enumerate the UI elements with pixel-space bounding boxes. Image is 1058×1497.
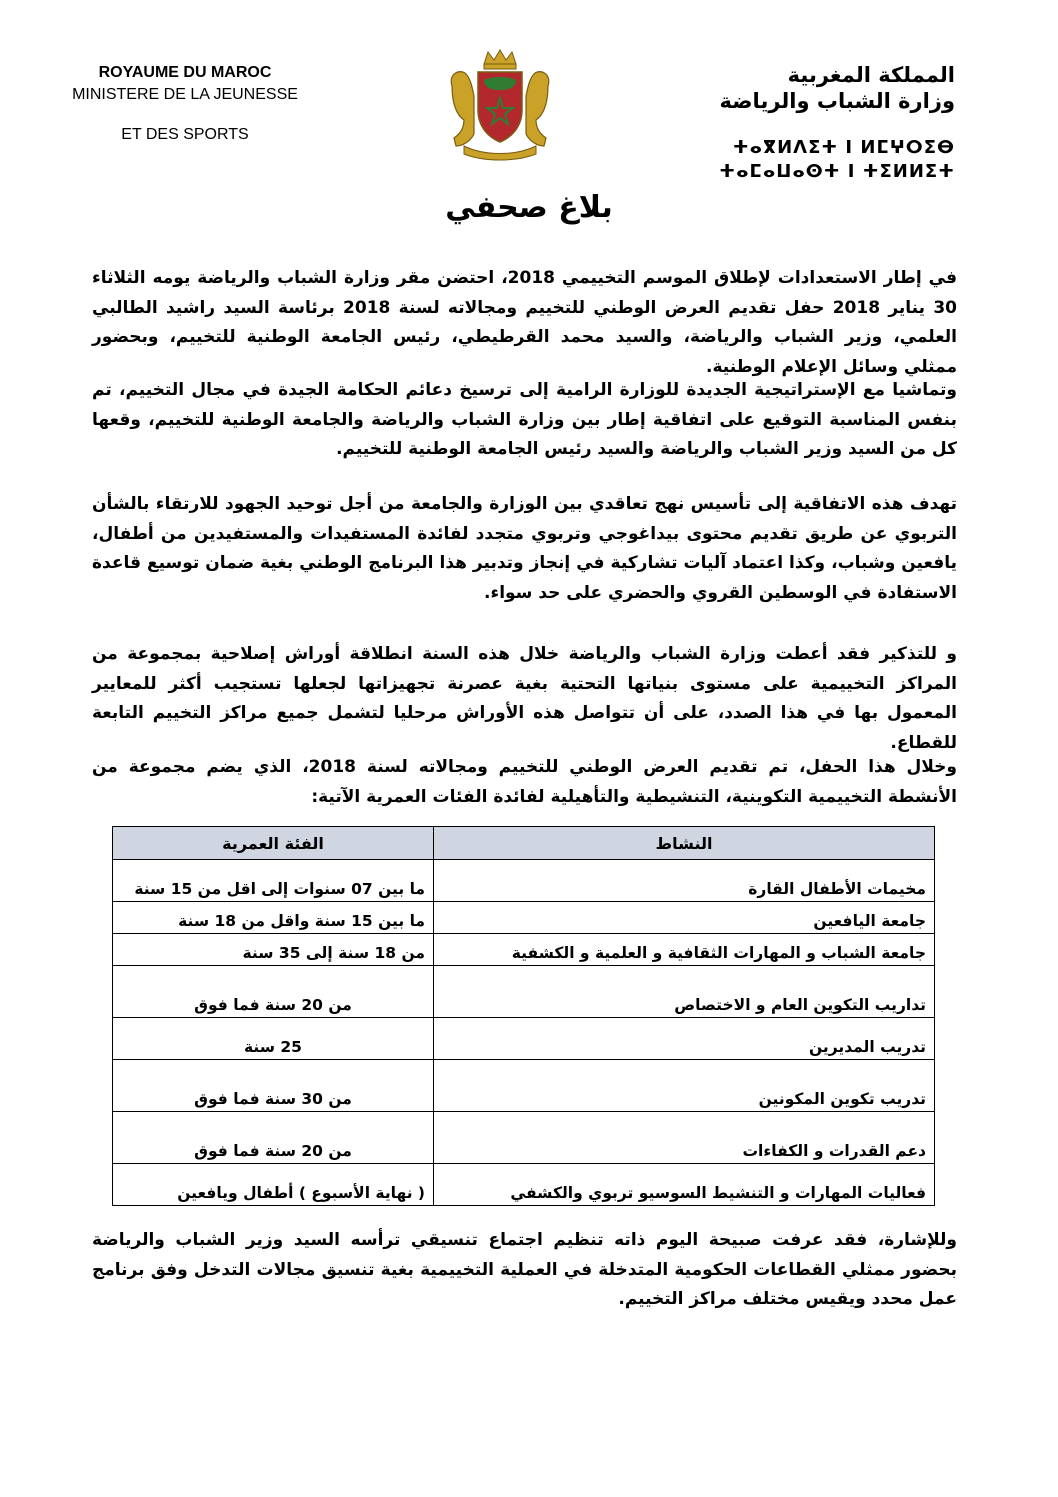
paragraph-6: وللإشارة، فقد عرفت صبيحة اليوم ذاته تنظيم اجتماع تنسيقي ترأسه السيد وزير الشباب والرياضة بحضور ممثلي القطاعات الحكومية المتدخلة في العملية التخييمية بغية تنسيق مجالات التدخل وفق برنامج عمل محدد ويقيس مختلف مراكز التخييم. [92, 1230, 957, 1309]
age-cell: من 20 سنة فما فوق [113, 1112, 434, 1164]
header-arabic-block [690, 62, 955, 184]
table-row [113, 902, 935, 934]
table-header-row [113, 827, 935, 860]
paragraph-4: و للتذكير فقد أعطت وزارة الشباب والرياضة خلال هذه السنة انطلاقة أوراش إصلاحية بمجموعة من المراكز التخييمية على مستوى بنياتها التحتية بغية عصرنة تجهيزاتها لجعلها تستجيب أكثر للمعايير المعمول بها في هذا الصدد، على أن تتواصل هذه الأوراش مرحليا لتشمل جميع مراكز التخييم التابعة للقطاع. [92, 644, 957, 753]
table-row [113, 860, 935, 902]
column-header-activity: النشاط [434, 827, 935, 860]
activity-cell: دعم القدرات و الكفاءات [434, 1112, 935, 1164]
activity-cell: مخيمات الأطفال القارة [434, 860, 935, 902]
age-cell: من 18 سنة إلى 35 سنة [113, 934, 434, 966]
kingdom-name-ar: المملكة المغربية [787, 63, 955, 87]
age-cell: ما بين 15 سنة واقل من 18 سنة [113, 902, 434, 934]
paragraph-2: وتماشيا مع الإستراتيجية الجديدة للوزارة الرامية إلى ترسيخ دعائم الحكامة الجيدة في مجال التخييم، تم بنفس المناسبة التوقيع على اتفاقية إطار بين وزارة الشباب والرياضة والجامعة الوطنية للتخييم، وقعها كل من السيد وزير الشباب والرياضة والسيد رئيس الجامعة الوطنية للتخييم. [92, 380, 957, 459]
paragraph-3: تهدف هذه الاتفاقية إلى تأسيس نهج تعاقدي بين الوزارة والجامعة من أجل توحيد الجهود للارتقاء بالشأن التربوي عن طريق تقديم محتوى بيداغوجي وتربوي متجدد لفائدة المستفيدات والمستفيدين من أطفال، يافعين وشباب، وكذا اعتماد آليات تشاركية في إنجاز وتدبير هذا البرنامج الوطني بغية ضمان توسيع قاعدة الاستفادة في الوسطين القروي والحضري على حد سواء. [92, 494, 957, 603]
page-title: بلاغ صحفي [445, 190, 613, 225]
ministry-name-fr-line2: ET DES SPORTS [121, 126, 249, 143]
activities-table [112, 826, 935, 1206]
table-row [113, 1164, 935, 1206]
activity-cell: تدريب المديرين [434, 1018, 935, 1060]
age-cell: ( نهاية الأسبوع ) أطفال ويافعين [113, 1164, 434, 1206]
table-row [113, 1112, 935, 1164]
column-header-age-group: الفئة العمرية [113, 827, 434, 860]
activity-cell: جامعة اليافعين [434, 902, 935, 934]
age-cell: من 20 سنة فما فوق [113, 966, 434, 1018]
header-french-block [70, 62, 300, 146]
ministry-name-fr-line1: MINISTERE DE LA JEUNESSE [72, 86, 298, 103]
activity-cell: تداريب التكوين العام و الاختصاص [434, 966, 935, 1018]
activity-cell: فعاليات المهارات و التنشيط السوسيو تربوي والكشفي [434, 1164, 935, 1206]
activity-cell: جامعة الشباب و المهارات الثقافية و العلمية و الكشفية [434, 934, 935, 966]
age-cell: ما بين 07 سنوات إلى اقل من 15 سنة [113, 860, 434, 902]
paragraph-5: وخلال هذا الحفل، تم تقديم العرض الوطني للتخييم ومجالاته لسنة 2018، الذي يضم مجموعة من الأنشطة التخييمية التكوينية، التنشيطية والتأهيلية لفائدة الفئات العمرية الآتية: [92, 757, 957, 807]
ministry-name-tifinagh: ⵜⴰⴳⵍⴷⵉⵜ ⵏ ⵍⵎⵖⵔⵉⴱ ⵜⴰⵎⴰⵡⴰⵙⵜ ⵏ ⵜⵉⵍⵍⵉⵜ [719, 137, 955, 182]
age-cell: 25 سنة [113, 1018, 434, 1060]
paragraph-1: في إطار الاستعدادات لإطلاق الموسم التخييمي 2018، احتضن مقر وزارة الشباب والرياضة يومه الثلاثاء 30 يناير 2018 حفل تقديم العرض الوطني للتخييم ومجالاته لسنة 2018 برئاسة السيد راشيد الطالبي العلمي، وزير الشباب والرياضة، والسيد محمد القرطيطي، رئيس الجامعة الوطنية للتخييم، وبحضور ممثلي وسائل الإعلام الوطنية. [92, 268, 957, 377]
activity-cell: تدريب تكوين المكونين [434, 1060, 935, 1112]
table-row [113, 1060, 935, 1112]
table-row [113, 966, 935, 1018]
table-row [113, 1018, 935, 1060]
royal-coat-of-arms-icon [444, 46, 556, 162]
table-row [113, 934, 935, 966]
kingdom-name-fr: ROYAUME DU MAROC [98, 64, 272, 81]
ministry-name-ar: وزارة الشباب والرياضة [719, 89, 955, 113]
age-cell: من 30 سنة فما فوق [113, 1060, 434, 1112]
